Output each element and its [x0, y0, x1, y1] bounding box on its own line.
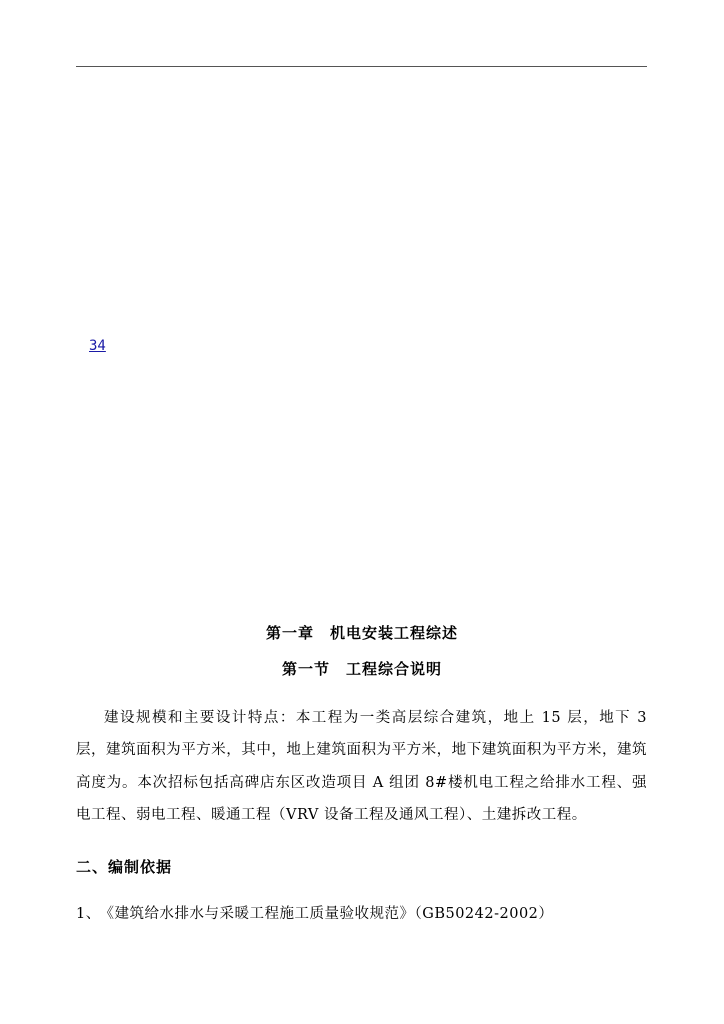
- section-title: 第一节 工程综合说明: [281, 660, 442, 678]
- list-item-number: 1、: [76, 906, 101, 922]
- header-rule: [76, 66, 647, 67]
- page-number-link[interactable]: 34: [89, 338, 106, 354]
- list-item-text: 《建筑给水排水与采暖工程施工质量验收规范》（GB50242-2002）: [106, 906, 554, 922]
- chapter-title: 第一章 机电安装工程综述: [265, 624, 458, 642]
- list-item: [76, 902, 553, 923]
- project-description-paragraph: 建设规模和主要设计特点：本工程为一类高层综合建筑，地上 15 层，地下 3 层，建筑面积为平方米，其中，地上建筑面积为平方米，地下建筑面积为平方米，建筑高度为。本次招标包括高碑店东区改造项目 A 组团 8#楼机电工程之给排水工程、强电工程、弱电工程、暖通工程（VRV 设备工程及通风工程）、土建拆改工程。: [76, 709, 647, 823]
- compilation-basis-heading: 二、编制依据: [76, 858, 173, 876]
